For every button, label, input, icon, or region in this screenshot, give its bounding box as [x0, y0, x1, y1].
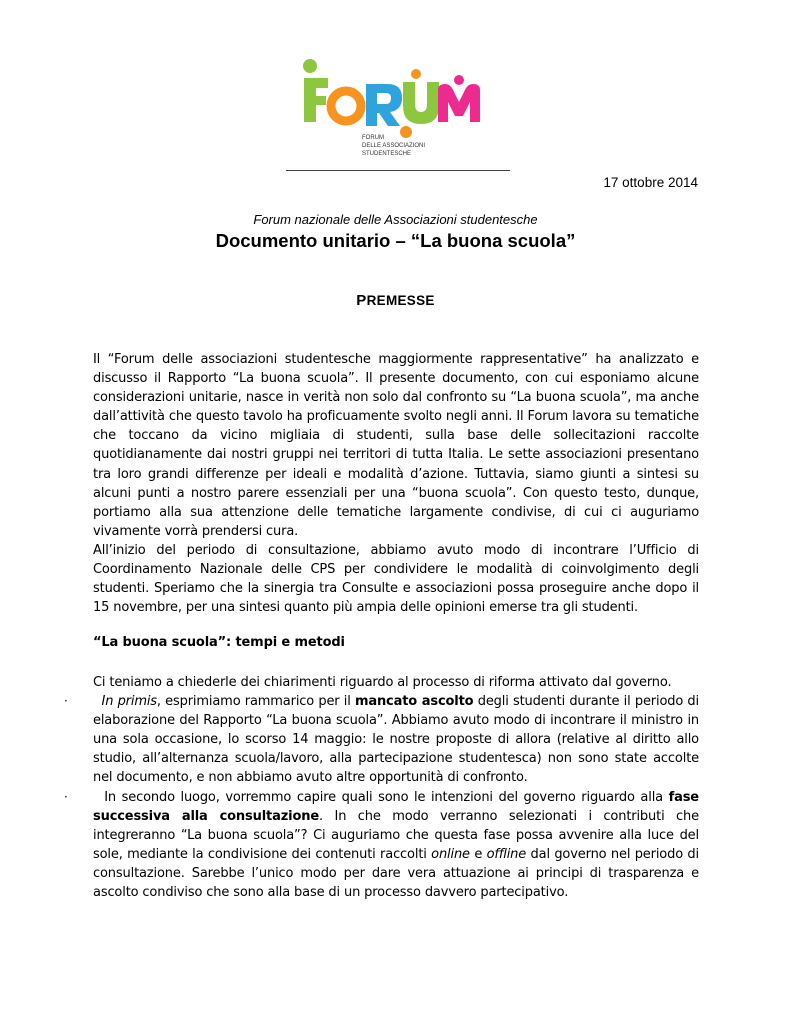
logo-caption-1: FORUM — [362, 135, 384, 141]
bullet-2-text-d: dal governo nel periodo di consultazione. Sarebbe l’unico modo per dare vera attuazione ai principi di trasparenza e ascolto condiviso che sono alla base di un processo davvero partecipativo. — [93, 846, 699, 901]
bullet-2-text-a: In secondo luogo, vorremmo capire quali sono le intenzioni del governo riguardo alla — [104, 789, 669, 805]
logo-m-shape — [438, 84, 480, 122]
premesse-paragraph-2: All’inizio del periodo di consultazione, abbiamo avuto modo di incontrare l’Ufficio di Coordinamento Nazionale delle CPS per condividere le modalità di coinvolgimento degli studenti. Speriamo che la sinergia tra Consulte e associazioni possa proseguire anche dopo il 15 novembre, per una sintesi quanto più ampia delle opinioni emerse tra gli studenti. — [93, 542, 699, 616]
document-title: Documento unitario – “La buona scuola” — [215, 230, 576, 251]
bullet-1-strong: mancato ascolto — [354, 694, 474, 710]
premesse-paragraph-1: Il “Forum delle associazioni studentesche maggiormente rappresentative” ha analizzato e discusso il Rapporto “La buona scuola”. Il presente documento, con cui esponiamo alcune considerazioni unitarie, nasce in verità non solo dal confronto su “La buona scuola”, ma anche dall’attività che questo tavolo ha proficuamente svolto negli anni. Il Forum lavora su tematiche che toccano da vicino migliaia di studenti, sulla base delle sollecitazioni raccolte quotidianamente dai nostri gruppi nei territori di tutta Italia. Le sette associazioni presentano tra loro grandi differenze per ideali e modalità d’azione. Tuttavia, siamo giunti a sintesi su alcuni punti a nostro parere essenziali per una “buona scuola”. Con questo testo, dunque, portiamo alla sua attenzione delle tematiche largamente condivise, di cui ci auguriamo vivamente vorrà prendersi cura. — [93, 352, 699, 539]
logo-letter-r: R — [381, 102, 382, 103]
logo-caption-2: DELLE ASSOCIAZIONI — [362, 143, 426, 149]
bullet-2-emphasis-online: online — [431, 846, 470, 862]
tempi-body — [64, 673, 699, 902]
bullet-item-2 — [64, 788, 699, 903]
bullet-1-text-a: , esprimiamo rammarico per il — [156, 694, 355, 710]
logo-f-dot — [303, 59, 317, 73]
bullet-marker: · — [64, 694, 68, 709]
logo-letter-o: O — [346, 106, 347, 107]
logo-caption-3: STUDENTESCHE — [362, 151, 412, 157]
bullet-2-strong: fase successiva alla consultazione — [93, 789, 699, 824]
logo-divider — [286, 170, 510, 171]
logo-u-dot — [411, 69, 421, 79]
premesse-body — [93, 350, 699, 617]
section-heading-premesse — [0, 292, 791, 309]
bullet-2-text-c: e — [469, 846, 487, 862]
logo-dot — [400, 126, 412, 138]
logo-m-dot — [454, 75, 464, 85]
logo-letter-m: M — [459, 107, 460, 108]
logo-letter-u: U — [421, 102, 422, 103]
bullet-item-1 — [64, 692, 699, 787]
document-date: 17 ottobre 2014 — [603, 175, 698, 190]
forum-logo — [296, 52, 486, 170]
logo-u-shape — [403, 82, 439, 124]
bullet-2-text-b: . In che modo verranno selezionati i contributi che integreranno “La buona scuola”? Ci auguriamo che questa fase possa avvenire alla luce del sole, mediante la condivisione dei contenuti raccolti — [93, 808, 699, 862]
document-subtitle: Forum nazionale delle Associazioni studentesche — [253, 212, 538, 227]
tempi-intro: Ci teniamo a chiederle dei chiarimenti riguardo al processo di riforma attivato dal governo. — [93, 675, 672, 690]
logo-letter-f: F — [316, 114, 317, 115]
section-heading-tempi: “La buona scuola”: tempi e metodi — [93, 635, 345, 650]
section-initial: P — [356, 292, 367, 309]
bullet-marker: · — [64, 789, 68, 804]
forum-logo-graphic — [296, 52, 486, 170]
section-rest: REMESSE — [366, 293, 435, 308]
bullet-1-emphasis: In primis — [101, 694, 157, 710]
logo-r-shape — [366, 84, 402, 126]
logo-f-shape — [304, 78, 328, 122]
bullet-2-emphasis-offline: offline — [486, 846, 527, 862]
bullet-1-text-b: degli studenti durante il periodo di elaborazione del Rapporto “La buona scuola”. Abbiamo avuto modo di incontrare il ministro in una sola occasione, lo scorso 14 maggio: le nostre proposte di allora (relative al diritto allo studio, all’alternanza scuola/lavoro, alla partecipazione studentesca) non sono state accolte nel documento, e non abbiamo avuto altre opportunità di confronto. — [93, 694, 699, 786]
